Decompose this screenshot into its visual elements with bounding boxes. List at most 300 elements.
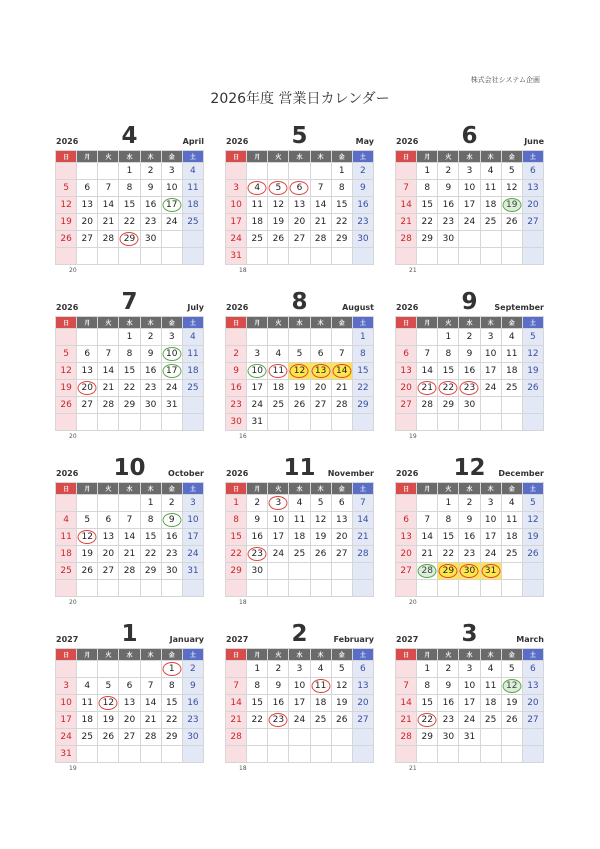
empty-cell	[98, 661, 119, 678]
empty-cell	[417, 248, 438, 265]
weekday-header: 金	[502, 151, 523, 163]
day-cell: 23	[226, 397, 247, 414]
day-cell: 5	[311, 495, 332, 512]
day-cell: 18	[481, 197, 502, 214]
month-grid	[225, 150, 374, 265]
business-day-count: 21	[409, 765, 417, 772]
day-cell: 4	[183, 163, 204, 180]
empty-cell	[141, 414, 162, 431]
empty-cell	[289, 329, 310, 346]
day-cell: 1	[438, 495, 459, 512]
empty-cell	[226, 329, 247, 346]
month-header	[55, 118, 204, 150]
day-cell: 8	[226, 512, 247, 529]
day-cell: 2	[268, 661, 289, 678]
day-cell: 28	[98, 397, 119, 414]
month-year: 2026	[226, 137, 249, 146]
day-cell: 21	[417, 380, 438, 397]
day-cell: 4	[502, 329, 523, 346]
empty-cell	[311, 414, 332, 431]
empty-cell	[119, 414, 140, 431]
month-year: 2026	[56, 137, 79, 146]
empty-cell	[226, 746, 247, 763]
day-cell: 18	[311, 695, 332, 712]
month-august	[225, 284, 374, 443]
weekday-header: 火	[438, 317, 459, 329]
empty-cell	[56, 163, 77, 180]
weekday-header: 金	[502, 317, 523, 329]
weekday-header: 火	[98, 151, 119, 163]
weekday-header: 土	[183, 649, 204, 661]
day-cell: 17	[459, 695, 480, 712]
day-cell: 10	[459, 678, 480, 695]
weekday-header: 木	[481, 649, 502, 661]
day-cell: 8	[119, 346, 140, 363]
day-cell: 7	[119, 512, 140, 529]
month-year: 2026	[56, 469, 79, 478]
day-cell: 16	[141, 363, 162, 380]
weekday-header: 水	[459, 317, 480, 329]
day-cell: 18	[183, 197, 204, 214]
day-cell: 12	[523, 346, 544, 363]
day-cell: 23	[459, 380, 480, 397]
day-cell: 16	[459, 529, 480, 546]
empty-cell	[396, 495, 417, 512]
weekday-header: 木	[141, 151, 162, 163]
weekday-header: 火	[268, 151, 289, 163]
month-november	[225, 450, 374, 609]
weekday-header: 日	[396, 483, 417, 495]
day-cell: 15	[226, 529, 247, 546]
empty-cell	[396, 329, 417, 346]
weekday-header: 金	[332, 151, 353, 163]
month-year: 2026	[226, 303, 249, 312]
weekday-header: 水	[119, 317, 140, 329]
day-cell: 1	[353, 329, 374, 346]
empty-cell	[481, 580, 502, 597]
empty-cell	[523, 563, 544, 580]
day-cell: 17	[459, 197, 480, 214]
month-year: 2027	[56, 635, 79, 644]
day-cell: 7	[226, 678, 247, 695]
day-cell: 22	[141, 546, 162, 563]
month-year: 2026	[396, 469, 419, 478]
empty-cell	[396, 746, 417, 763]
day-cell: 14	[332, 363, 353, 380]
empty-cell	[353, 563, 374, 580]
day-cell: 19	[311, 529, 332, 546]
business-day-count: 20	[409, 599, 417, 606]
day-cell: 2	[438, 163, 459, 180]
day-cell: 13	[332, 512, 353, 529]
day-cell: 26	[502, 712, 523, 729]
empty-cell	[141, 746, 162, 763]
empty-cell	[417, 414, 438, 431]
day-cell: 3	[481, 495, 502, 512]
day-cell: 12	[77, 529, 98, 546]
day-cell: 20	[523, 197, 544, 214]
day-cell: 11	[502, 512, 523, 529]
empty-cell	[481, 729, 502, 746]
empty-cell	[502, 231, 523, 248]
day-cell: 4	[502, 495, 523, 512]
day-cell: 26	[311, 546, 332, 563]
day-cell: 3	[162, 163, 183, 180]
day-cell: 9	[141, 346, 162, 363]
day-cell: 2	[353, 163, 374, 180]
day-cell: 28	[141, 729, 162, 746]
empty-cell	[396, 248, 417, 265]
day-cell: 2	[141, 163, 162, 180]
day-cell: 4	[183, 329, 204, 346]
month-header	[395, 450, 544, 482]
day-cell: 28	[119, 563, 140, 580]
weekday-header: 土	[353, 649, 374, 661]
day-cell: 30	[141, 231, 162, 248]
day-cell: 2	[459, 495, 480, 512]
empty-cell	[353, 729, 374, 746]
empty-cell	[119, 495, 140, 512]
weekday-header: 土	[523, 483, 544, 495]
day-cell: 19	[268, 214, 289, 231]
day-cell: 14	[119, 529, 140, 546]
month-name: March	[516, 635, 544, 644]
day-cell: 2	[141, 329, 162, 346]
day-cell: 8	[247, 678, 268, 695]
day-cell: 11	[311, 678, 332, 695]
month-name: January	[169, 635, 204, 644]
day-cell: 2	[183, 661, 204, 678]
weekday-header: 金	[332, 483, 353, 495]
day-cell: 27	[289, 231, 310, 248]
day-cell: 23	[247, 546, 268, 563]
empty-cell	[268, 729, 289, 746]
day-cell: 18	[481, 695, 502, 712]
empty-cell	[77, 495, 98, 512]
day-cell: 17	[247, 380, 268, 397]
day-cell: 27	[523, 214, 544, 231]
day-cell: 16	[438, 197, 459, 214]
weekday-header: 日	[226, 151, 247, 163]
day-cell: 6	[77, 346, 98, 363]
day-cell: 2	[162, 495, 183, 512]
day-cell: 16	[353, 197, 374, 214]
empty-cell	[56, 661, 77, 678]
empty-cell	[523, 231, 544, 248]
day-cell: 19	[502, 197, 523, 214]
day-cell: 4	[268, 346, 289, 363]
weekday-header: 火	[98, 317, 119, 329]
day-cell: 24	[162, 380, 183, 397]
day-cell: 26	[77, 563, 98, 580]
day-cell: 25	[289, 546, 310, 563]
empty-cell	[502, 746, 523, 763]
empty-cell	[417, 329, 438, 346]
weekday-header: 水	[289, 151, 310, 163]
day-cell: 20	[523, 695, 544, 712]
empty-cell	[459, 231, 480, 248]
day-cell: 5	[523, 495, 544, 512]
day-cell: 13	[523, 180, 544, 197]
day-cell: 18	[502, 529, 523, 546]
day-cell: 31	[226, 248, 247, 265]
empty-cell	[289, 414, 310, 431]
empty-cell	[98, 163, 119, 180]
day-cell: 27	[119, 729, 140, 746]
day-cell: 6	[77, 180, 98, 197]
empty-cell	[481, 248, 502, 265]
day-cell: 4	[77, 678, 98, 695]
weekday-header: 水	[289, 649, 310, 661]
day-cell: 14	[98, 197, 119, 214]
day-cell: 31	[481, 563, 502, 580]
weekday-header: 金	[162, 649, 183, 661]
empty-cell	[332, 329, 353, 346]
day-cell: 6	[523, 661, 544, 678]
day-cell: 14	[396, 695, 417, 712]
day-cell: 20	[396, 380, 417, 397]
day-cell: 25	[481, 214, 502, 231]
day-cell: 27	[311, 397, 332, 414]
day-cell: 26	[56, 397, 77, 414]
business-day-count: 18	[239, 267, 247, 274]
month-name: August	[342, 303, 374, 312]
month-july	[55, 284, 204, 443]
day-cell: 27	[332, 546, 353, 563]
day-cell: 29	[119, 397, 140, 414]
day-cell: 17	[289, 695, 310, 712]
empty-cell	[119, 746, 140, 763]
empty-cell	[98, 329, 119, 346]
weekday-header: 火	[98, 649, 119, 661]
month-february	[225, 616, 374, 775]
day-cell: 21	[396, 712, 417, 729]
month-year: 2026	[226, 469, 249, 478]
day-cell: 3	[56, 678, 77, 695]
month-number: 3	[461, 621, 478, 647]
month-april	[55, 118, 204, 277]
day-cell: 1	[417, 661, 438, 678]
empty-cell	[247, 163, 268, 180]
weekday-header: 火	[438, 151, 459, 163]
weekday-header: 水	[119, 649, 140, 661]
day-cell: 17	[481, 363, 502, 380]
day-cell: 18	[268, 380, 289, 397]
day-cell: 12	[268, 197, 289, 214]
day-cell: 20	[311, 380, 332, 397]
business-day-count: 21	[409, 267, 417, 274]
day-cell: 14	[417, 529, 438, 546]
day-cell: 18	[289, 529, 310, 546]
month-header	[395, 284, 544, 316]
day-cell: 8	[438, 346, 459, 363]
day-cell: 27	[98, 563, 119, 580]
day-cell: 14	[396, 197, 417, 214]
month-name: April	[182, 137, 204, 146]
empty-cell	[438, 746, 459, 763]
weekday-header: 土	[353, 483, 374, 495]
day-cell: 12	[311, 512, 332, 529]
day-cell: 9	[162, 512, 183, 529]
day-cell: 4	[311, 661, 332, 678]
empty-cell	[226, 580, 247, 597]
day-cell: 9	[226, 363, 247, 380]
empty-cell	[141, 248, 162, 265]
day-cell: 9	[247, 512, 268, 529]
empty-cell	[162, 231, 183, 248]
day-cell: 2	[247, 495, 268, 512]
day-cell: 19	[523, 529, 544, 546]
weekday-header: 水	[289, 483, 310, 495]
day-cell: 15	[438, 363, 459, 380]
day-cell: 22	[119, 214, 140, 231]
day-cell: 21	[98, 214, 119, 231]
day-cell: 10	[162, 180, 183, 197]
day-cell: 9	[459, 346, 480, 363]
month-year: 2027	[396, 635, 419, 644]
empty-cell	[162, 248, 183, 265]
empty-cell	[289, 729, 310, 746]
day-cell: 18	[183, 363, 204, 380]
day-cell: 5	[98, 678, 119, 695]
weekday-header: 水	[459, 483, 480, 495]
weekday-header: 水	[459, 151, 480, 163]
empty-cell	[247, 248, 268, 265]
day-cell: 25	[481, 712, 502, 729]
weekday-header: 土	[183, 151, 204, 163]
day-cell: 17	[162, 197, 183, 214]
weekday-header: 火	[268, 649, 289, 661]
day-cell: 3	[289, 661, 310, 678]
empty-cell	[289, 248, 310, 265]
day-cell: 29	[226, 563, 247, 580]
weekday-header: 月	[247, 317, 268, 329]
day-cell: 9	[459, 512, 480, 529]
weekday-header: 木	[311, 649, 332, 661]
weekday-header: 水	[289, 317, 310, 329]
day-cell: 10	[481, 512, 502, 529]
day-cell: 29	[417, 231, 438, 248]
day-cell: 20	[77, 380, 98, 397]
day-cell: 28	[98, 231, 119, 248]
weekday-header: 水	[119, 483, 140, 495]
day-cell: 30	[438, 231, 459, 248]
day-cell: 21	[311, 214, 332, 231]
empty-cell	[311, 163, 332, 180]
day-cell: 1	[119, 163, 140, 180]
day-cell: 29	[438, 397, 459, 414]
day-cell: 3	[226, 180, 247, 197]
weekday-header: 日	[226, 649, 247, 661]
day-cell: 13	[98, 529, 119, 546]
day-cell: 8	[119, 180, 140, 197]
day-cell: 2	[459, 329, 480, 346]
day-cell: 10	[226, 197, 247, 214]
month-header	[225, 284, 374, 316]
business-day-count: 18	[239, 599, 247, 606]
day-cell: 28	[353, 546, 374, 563]
day-cell: 5	[502, 163, 523, 180]
day-cell: 3	[162, 329, 183, 346]
month-number: 9	[461, 289, 478, 315]
month-number: 7	[121, 289, 138, 315]
day-cell: 29	[332, 231, 353, 248]
day-cell: 19	[56, 214, 77, 231]
weekday-header: 水	[459, 649, 480, 661]
day-cell: 24	[56, 729, 77, 746]
day-cell: 12	[98, 695, 119, 712]
empty-cell	[289, 746, 310, 763]
day-cell: 4	[481, 163, 502, 180]
day-cell: 7	[98, 346, 119, 363]
day-cell: 14	[353, 512, 374, 529]
day-cell: 19	[289, 380, 310, 397]
day-cell: 20	[119, 712, 140, 729]
day-cell: 13	[77, 363, 98, 380]
weekday-header: 木	[481, 151, 502, 163]
empty-cell	[141, 580, 162, 597]
day-cell: 21	[332, 380, 353, 397]
day-cell: 24	[459, 214, 480, 231]
weekday-header: 日	[56, 151, 77, 163]
empty-cell	[119, 248, 140, 265]
empty-cell	[332, 414, 353, 431]
day-cell: 1	[141, 495, 162, 512]
empty-cell	[183, 248, 204, 265]
day-cell: 29	[141, 563, 162, 580]
day-cell: 19	[332, 695, 353, 712]
day-cell: 13	[353, 678, 374, 695]
day-cell: 30	[459, 563, 480, 580]
day-cell: 15	[353, 363, 374, 380]
day-cell: 5	[268, 180, 289, 197]
day-cell: 25	[268, 397, 289, 414]
month-number: 8	[291, 289, 308, 315]
day-cell: 16	[162, 529, 183, 546]
empty-cell	[502, 397, 523, 414]
day-cell: 22	[162, 712, 183, 729]
day-cell: 6	[523, 163, 544, 180]
empty-cell	[417, 746, 438, 763]
day-cell: 21	[353, 529, 374, 546]
weekday-header: 火	[268, 483, 289, 495]
day-cell: 9	[438, 678, 459, 695]
month-name: September	[494, 303, 544, 312]
weekday-header: 月	[417, 317, 438, 329]
day-cell: 3	[268, 495, 289, 512]
empty-cell	[311, 248, 332, 265]
month-grid	[55, 150, 204, 265]
day-cell: 9	[141, 180, 162, 197]
weekday-header: 月	[247, 649, 268, 661]
day-cell: 28	[226, 729, 247, 746]
day-cell: 18	[56, 546, 77, 563]
day-cell: 14	[98, 363, 119, 380]
weekday-header: 木	[311, 317, 332, 329]
day-cell: 6	[332, 495, 353, 512]
day-cell: 30	[459, 397, 480, 414]
day-cell: 15	[141, 529, 162, 546]
empty-cell	[311, 746, 332, 763]
day-cell: 28	[396, 231, 417, 248]
day-cell: 1	[332, 163, 353, 180]
day-cell: 28	[311, 231, 332, 248]
day-cell: 11	[481, 180, 502, 197]
empty-cell	[183, 397, 204, 414]
day-cell: 13	[119, 695, 140, 712]
empty-cell	[268, 248, 289, 265]
day-cell: 22	[417, 214, 438, 231]
